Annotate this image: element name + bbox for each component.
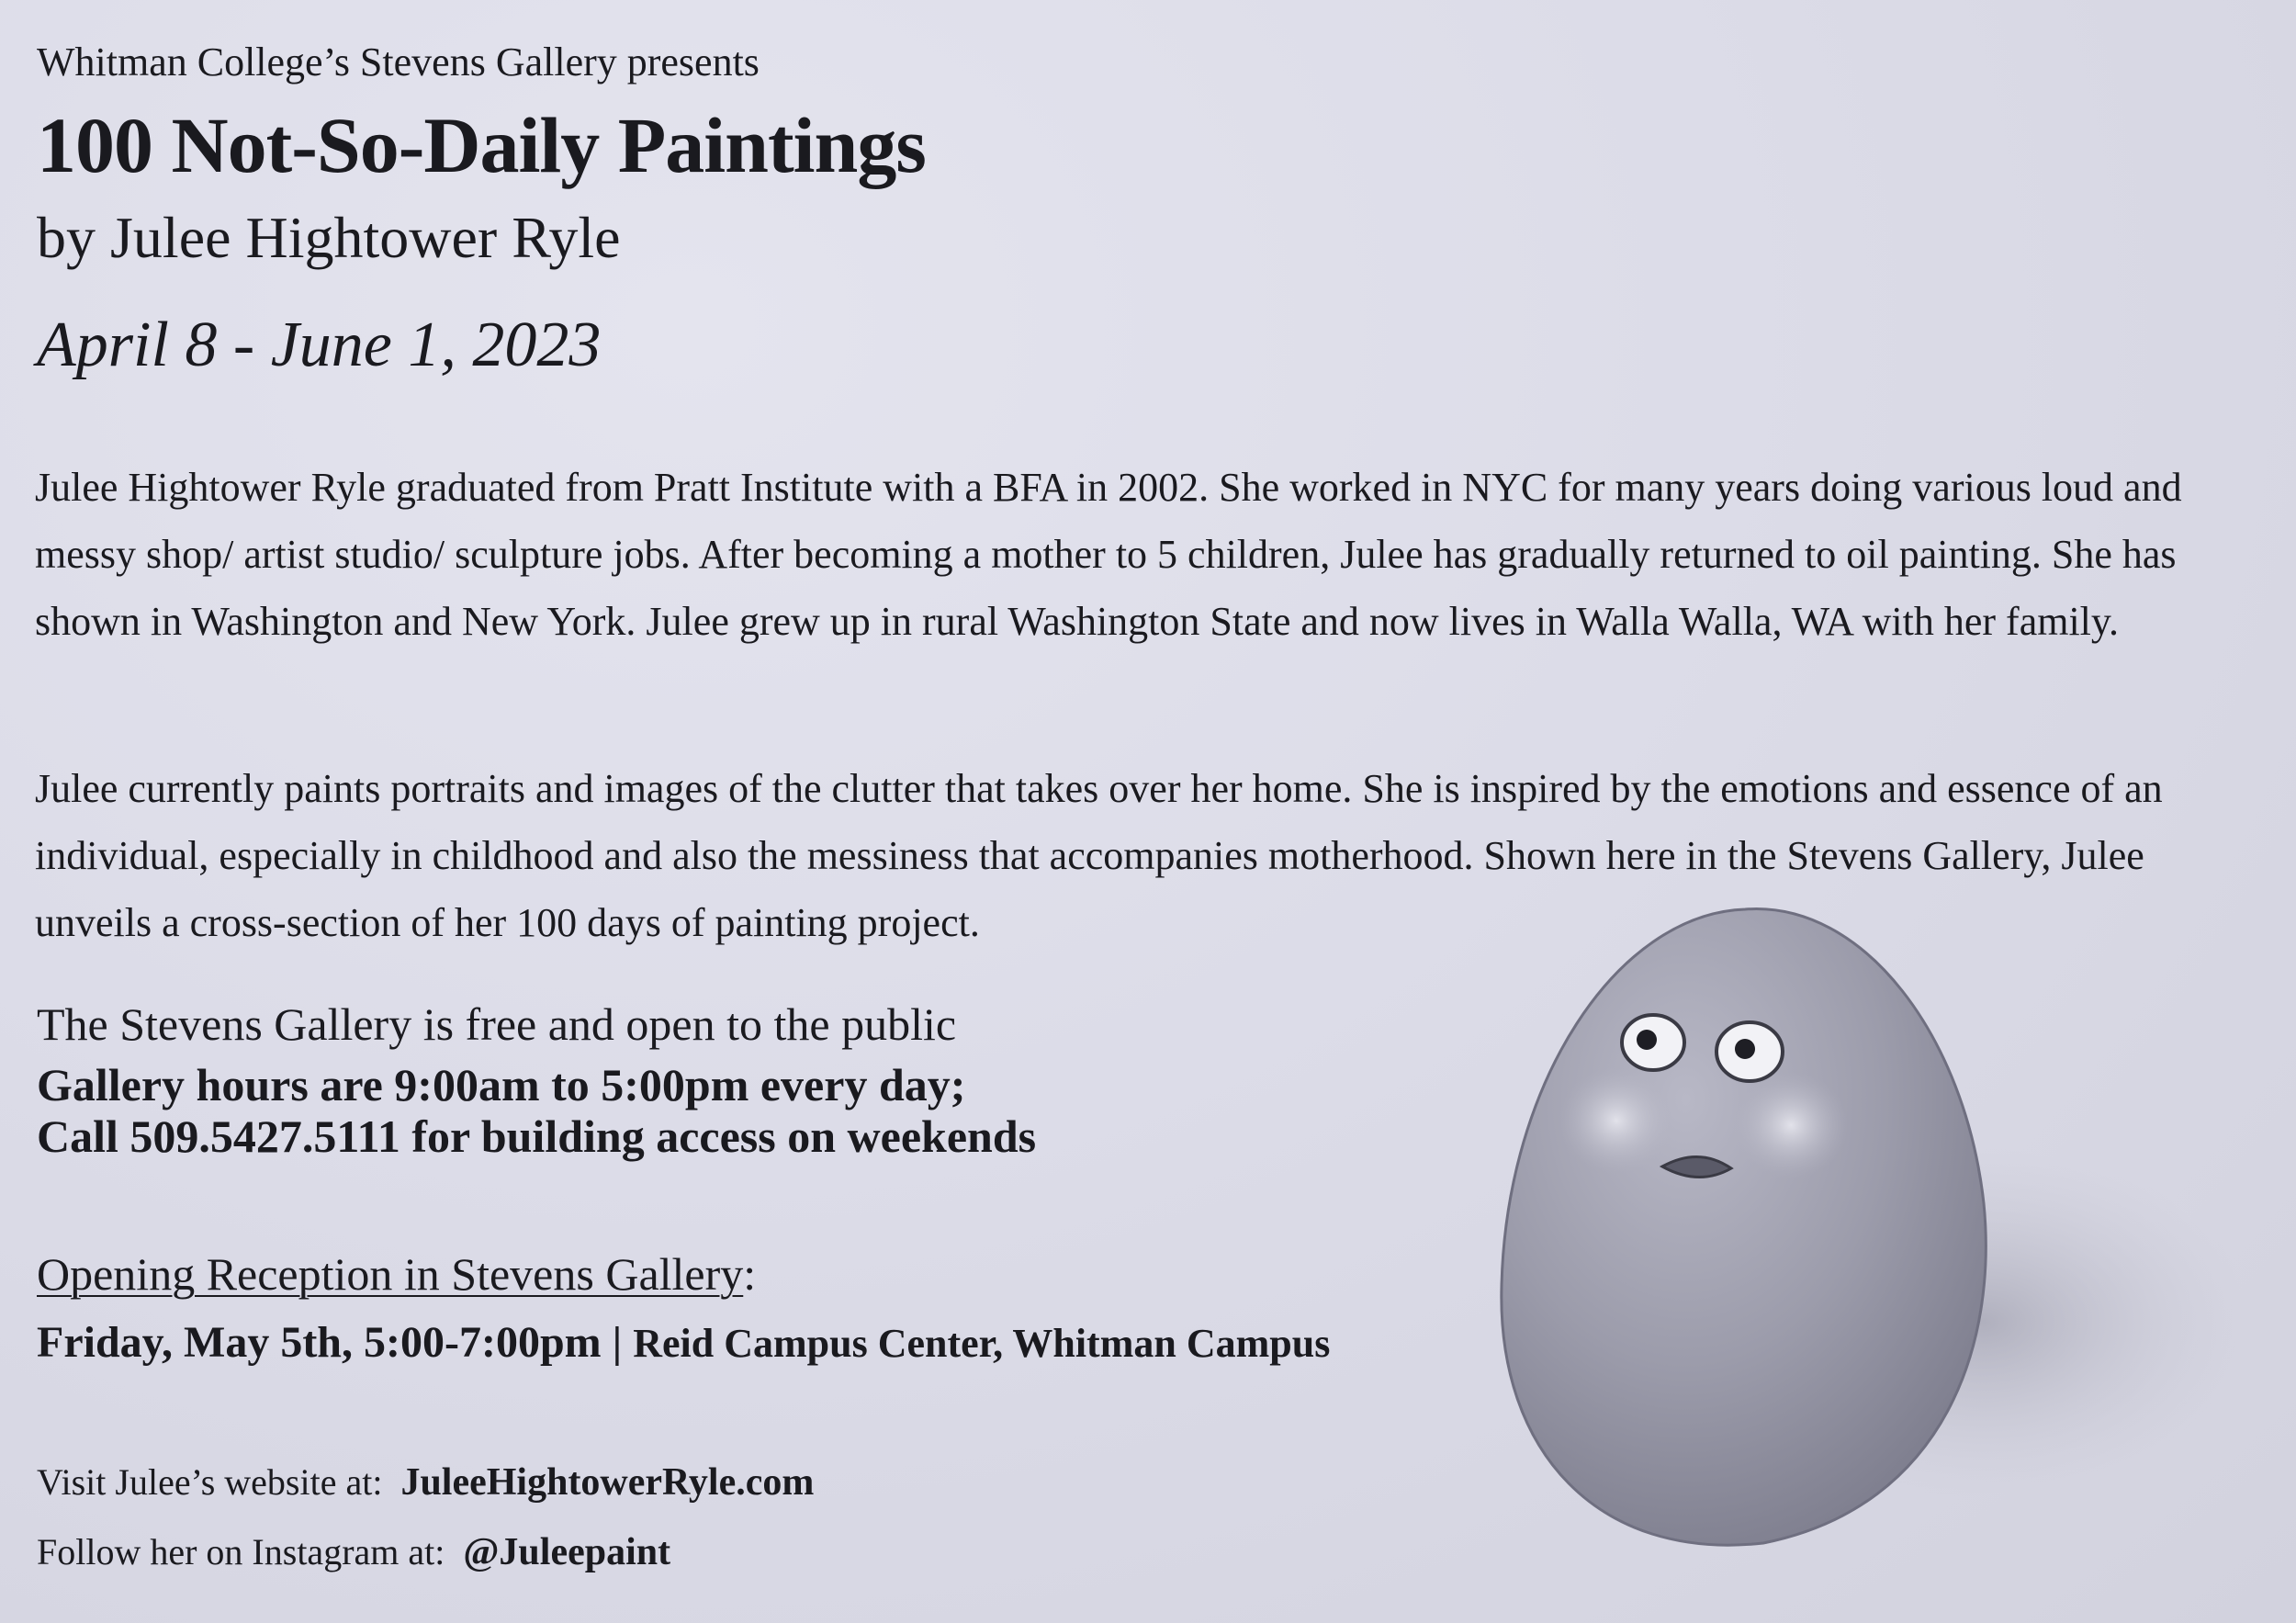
left-cheek xyxy=(1559,1067,1673,1174)
reception-location: Reid Campus Center, Whitman Campus xyxy=(633,1321,1331,1366)
instagram-line xyxy=(37,1530,670,1574)
exhibition-dates: April 8 - June 1, 2023 xyxy=(37,310,602,380)
right-cheek xyxy=(1734,1072,1848,1178)
egg-body xyxy=(1502,909,1986,1546)
free-admission-text: The Stevens Gallery is free and open to the public xyxy=(37,998,957,1050)
instagram-label: Follow her on Instagram at: xyxy=(37,1531,445,1572)
statement-paragraph: Julee currently paints portraits and images of the clutter that takes over her home. She is inspired by the emotions and essence of an individual, especially in childhood and also the messiness that accompanies motherhood. Shown here in the Stevens Gallery, Julee unveils a cross-section of her 100 days of painting project. xyxy=(35,766,2163,945)
reception-details xyxy=(37,1317,1330,1368)
artist-byline: by Julee Hightower Ryle xyxy=(37,205,621,270)
left-pupil xyxy=(1637,1030,1657,1050)
bio-paragraph: Julee Hightower Ryle graduated from Pratt Institute with a BFA in 2002. She worked in NYC for many years doing various loud and messy shop/ artist studio/ sculpture jobs. After becoming a mother to 5 children, Julee has gradually returned to oil painting. She has shown in Washington and New York. Julee grew up in rural Washington State and now lives in Walla Walla, WA with her family. xyxy=(35,465,2182,644)
reception-separator: | xyxy=(601,1318,634,1367)
website-url[interactable]: JuleeHightowerRyle.com xyxy=(400,1461,815,1504)
right-pupil xyxy=(1735,1039,1755,1059)
instagram-handle[interactable]: @Juleepaint xyxy=(463,1531,671,1573)
reception-heading-colon: : xyxy=(743,1248,757,1300)
website-label: Visit Julee’s website at: xyxy=(37,1461,383,1503)
gallery-hours: Gallery hours are 9:00am to 5:00pm every day; xyxy=(37,1059,966,1110)
presenter-line: Whitman College’s Stevens Gallery presents xyxy=(37,39,760,85)
weekend-access-phone: Call 509.5427.5111 for building access on weekends xyxy=(37,1110,1037,1162)
exhibition-title: 100 Not-So-Daily Paintings xyxy=(37,101,926,189)
reception-heading xyxy=(37,1247,756,1301)
reception-heading-label: Opening Reception in Stevens Gallery xyxy=(37,1248,744,1300)
reception-time: Friday, May 5th, 5:00-7:00pm xyxy=(37,1318,602,1367)
website-line xyxy=(37,1460,814,1505)
